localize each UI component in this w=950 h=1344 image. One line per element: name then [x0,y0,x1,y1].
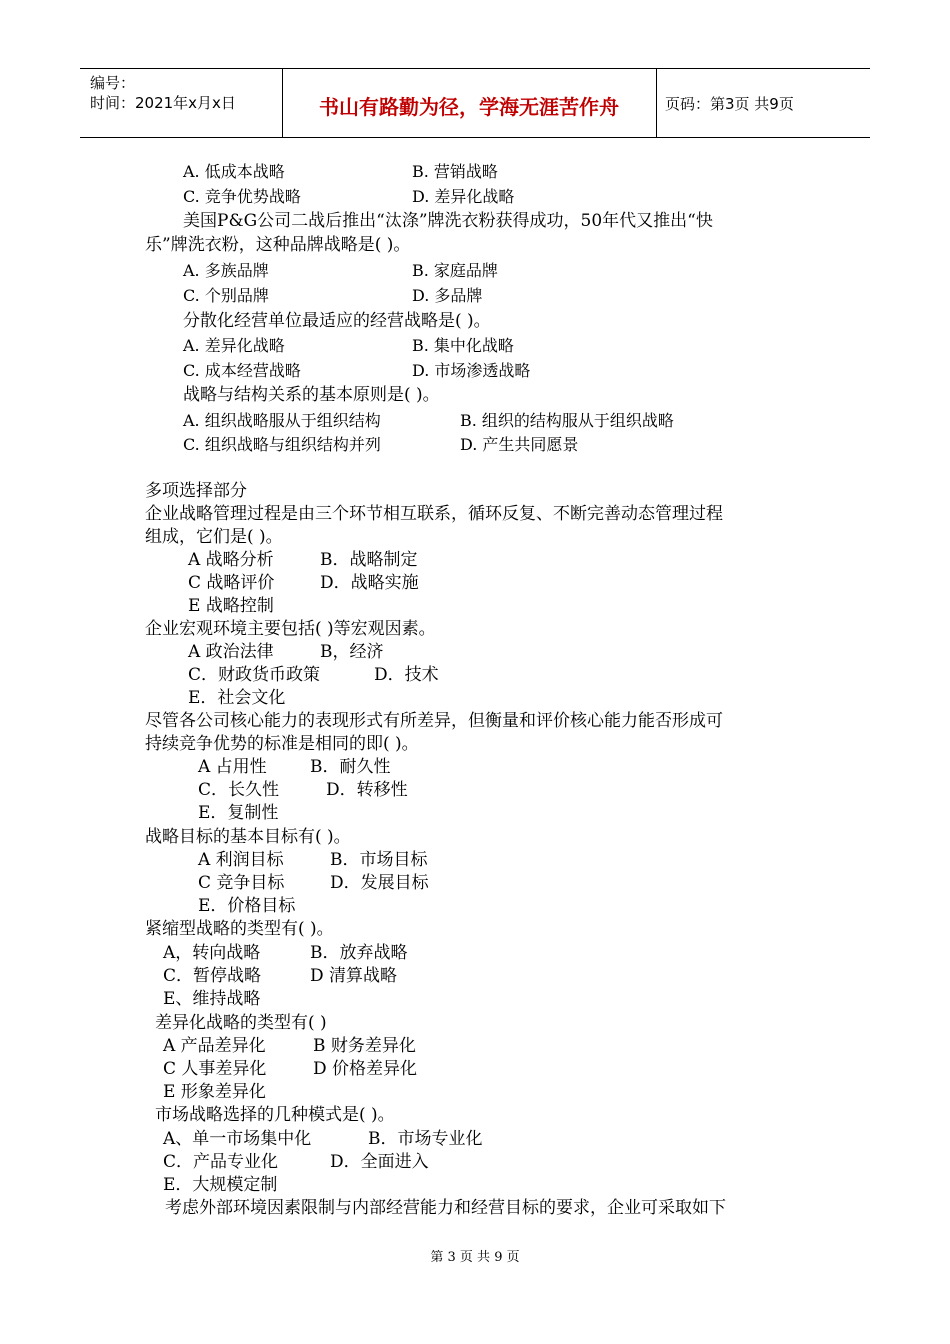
option: A，转向战略 [163,943,261,963]
option: D. 差异化战略 [412,187,515,206]
option: B 财务差异化 [313,1036,416,1056]
option: A. 低成本战略 [183,162,285,181]
question-stem: 战略目标的基本目标有( )。 [145,827,351,847]
option: B. 营销战略 [412,162,498,181]
header-table [80,68,870,138]
option: C．长久性 [198,780,280,800]
option: A、单一市场集中化 [163,1129,312,1149]
section-heading: 多项选择部分 [145,481,247,501]
header-motto-cell [282,69,657,137]
option: C. 竞争优势战略 [183,187,301,206]
question-stem: 紧缩型战略的类型有( )。 [145,919,334,939]
page-info: 页码：第3页 共9页 [665,95,794,113]
option: A. 组织战略服从于组织结构 [183,411,381,430]
option: E．复制性 [198,803,279,823]
option: C 竞争目标 [198,873,285,893]
number-label: 编号： [90,74,136,92]
option: A. 多族品牌 [183,261,269,280]
option: C 人事差异化 [163,1059,267,1079]
option: A. 差异化战略 [183,336,285,355]
question-stem: 组成，它们是( )。 [145,527,283,547]
option: A 占用性 [198,757,267,777]
option: A 战略分析 [188,550,274,570]
option: E．价格目标 [198,896,296,916]
option: B．战略制定 [320,550,418,570]
option: B．耐久性 [310,757,391,777]
option: D 清算战略 [310,966,398,986]
question-stem: 战略与结构关系的基本原则是( )。 [183,385,440,405]
option: D．发展目标 [330,873,429,893]
option: C. 组织战略与组织结构并列 [183,435,381,454]
option: A 政治法律 [188,642,274,662]
option: C．产品专业化 [163,1152,279,1172]
question-stem: 分散化经营单位最适应的经营战略是( )。 [183,311,491,331]
question-stem: 差异化战略的类型有( ) [155,1013,327,1033]
question-stem: 考虑外部环境因素限制与内部经营能力和经营目标的要求，企业可采取如下 [165,1198,726,1218]
time-label: 时间：2021年x月x日 [90,94,236,112]
question-stem: 尽管各公司核心能力的表现形式有所差异，但衡量和评价核心能力能否形成可 [145,711,723,731]
page-footer: 第 3 页 共 9 页 [430,1250,520,1265]
option: D．全面进入 [330,1152,429,1172]
header-meta [80,69,283,137]
option: E 形象差异化 [163,1082,266,1102]
option: D．转移性 [326,780,408,800]
option: D．技术 [374,665,439,685]
option: B. 家庭品牌 [412,261,498,280]
question-stem: 美国P&G公司二战后推出“汰涤”牌洗衣粉获得成功，50年代又推出“快 [183,211,713,231]
option: C．暂停战略 [163,966,262,986]
option: C. 成本经营战略 [183,361,301,380]
option: A 利润目标 [198,850,284,870]
option: D. 市场渗透战略 [412,361,531,380]
option: C. 个别品牌 [183,286,269,305]
option: D. 多品牌 [412,286,483,305]
option: A 产品差异化 [163,1036,266,1056]
option: D．战略实施 [320,573,419,593]
option: B. 集中化战略 [412,336,514,355]
option: E．社会文化 [188,688,286,708]
option: D 价格差异化 [313,1059,418,1079]
option: B. 组织的结构服从于组织战略 [460,411,674,430]
option: B．市场目标 [330,850,428,870]
option: B．放弃战略 [310,943,408,963]
option: C．财政货币政策 [188,665,321,685]
option: E 战略控制 [188,596,274,616]
question-stem: 企业宏观环境主要包括( )等宏观因素。 [145,619,436,639]
option: C 战略评价 [188,573,275,593]
option: B，经济 [320,642,384,662]
option: B．市场专业化 [368,1129,483,1149]
question-stem: 企业战略管理过程是由三个环节相互联系，循环反复、不断完善动态管理过程 [145,504,723,524]
option: D. 产生共同愿景 [460,435,579,454]
header-page-cell [657,69,869,137]
question-stem: 持续竞争优势的标准是相同的即( )。 [145,734,419,754]
option: E．大规模定制 [163,1175,278,1195]
question-stem: 市场战略选择的几种模式是( )。 [155,1105,395,1125]
motto: 书山有路勤为径，学海无涯苦作舟 [319,95,619,119]
question-stem: 乐”牌洗衣粉，这种品牌战略是( )。 [145,235,411,255]
option: E、维持战略 [163,989,261,1009]
